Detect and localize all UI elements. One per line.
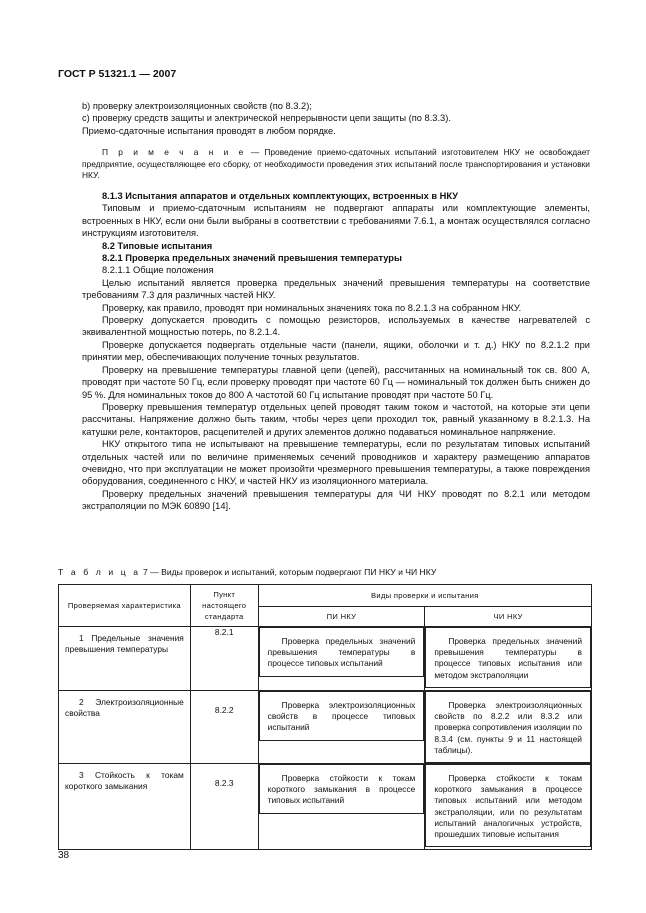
table-caption-text: 7 — Виды проверок и испытаний, которым подвергают ПИ НКУ и ЧИ НКУ <box>140 567 437 577</box>
cell-characteristic-text: 1 Предельные значения превышения температуры <box>65 633 184 655</box>
paragraph: НКУ открытого типа не испытывают на превышение температуры, если по результатам типовых испытаний отдельных частей или по величине применяемых сечений проводников и характеру размещению аппаратов очевидно, что при эксплуатации не может произойти чрезмерного превышения температуры, а также повреждения оборудования, соединенного с НКУ, и частей НКУ из изоляционного материала. <box>82 439 590 487</box>
cell-clause: 8.2.1 <box>190 627 258 691</box>
cell-pi-text: Проверка электроизоляционных свойств в процессе типовых испытаний <box>267 700 416 733</box>
list-item-c: c) проверку средств защиты и электрической непрерывности цепи защиты (по 8.3.3). <box>82 113 451 124</box>
acceptance-line: Приемо-сдаточные испытания проводят в любом порядке. <box>82 125 336 136</box>
cell-clause: 8.2.2 <box>190 691 258 764</box>
table-caption-label: Т а б л и ц а <box>58 567 141 577</box>
body-text <box>82 100 590 513</box>
cell-pi <box>258 764 425 850</box>
list-item-b: b) проверку электроизоляционных свойств (по 8.3.2); <box>82 101 312 111</box>
paragraph: Целью испытаний является проверка предельных значений превышения температуры на соответствие требованиям 7.3 для различных частей НКУ. <box>82 277 590 301</box>
section-8-1-3-text: Типовым и приемо-сдаточным испытаниям не подвергают аппараты или комплектующие элементы, встроенных в НКУ, если они были выбраны в соответствии с требованиями 7.6.1, а монтаж осуществлялся согласно инструкциям изготовителя. <box>82 203 590 239</box>
cell-characteristic <box>59 764 191 850</box>
cell-chi <box>425 691 592 764</box>
cell-characteristic <box>59 627 191 691</box>
section-8-2-1-title: 8.2.1 Проверка предельных значений превышения температуры <box>102 253 402 264</box>
paragraph: Проверку предельных значений превышения температуры для ЧИ НКУ проводят по 8.2.1 или методом экстраполяции по МЭК 60890 [14]. <box>82 488 590 512</box>
section-8-2-title: 8.2 Типовые испытания <box>102 240 213 251</box>
header-characteristic: Проверяемая характеристика <box>59 585 191 627</box>
table-caption <box>58 567 436 577</box>
cell-clause: 8.2.3 <box>190 764 258 850</box>
note-label: П р и м е ч а н и е <box>102 147 246 158</box>
paragraph: Проверке допускается подвергать отдельные части (панели, ящики, оболочки и т. д.) НКУ по 8.2.1.2 при принятии мер, обеспечивающих получение точных результатов. <box>82 339 590 363</box>
paragraph: Проверку, как правило, проводят при номинальных значениях тока по 8.2.1.3 на собранном НКУ. <box>102 302 522 313</box>
cell-characteristic-text: 2 Электроизоляционные свойства <box>65 697 184 719</box>
page-number: 38 <box>58 850 70 861</box>
table-row <box>59 764 592 850</box>
note-paragraph <box>82 147 590 182</box>
table-row <box>59 627 592 691</box>
section-8-1-3-title: 8.1.3 Испытания аппаратов и отдельных комплектующих, встроенных в НКУ <box>102 191 459 201</box>
cell-characteristic <box>59 691 191 764</box>
header-chi: ЧИ НКУ <box>425 607 592 627</box>
cell-pi-text: Проверка предельных значений превышения температуры в процессе типовых испытаний <box>267 636 416 669</box>
header-pi: ПИ НКУ <box>258 607 425 627</box>
paragraph: Проверку допускается проводить с помощью резисторов, используемых в качестве нагревателей с эквивалентной мощностью потерь, по 8.2.1.4. <box>82 315 590 338</box>
cell-pi <box>258 627 425 691</box>
paragraph: Проверку на превышение температуры главной цепи (цепей), рассчитанных на номинальный ток св. 800 А, проводят при частоте 50 Гц, если проверку проводят при частоте 60 Гц — номинальный ток должен быть снижен до 95 %. Для номинальных токов до 800 А частотой 60 Гц испытание проводят при частоте 50 Гц. <box>82 364 590 400</box>
cell-pi-text: Проверка стойкости к токам короткого замыкания в процессе типовых испытаний <box>267 773 416 806</box>
cell-characteristic-text: 3 Стойкость к токам короткого замыкания <box>65 770 184 792</box>
header-clause: Пункт настоящего стандарта <box>190 585 258 627</box>
cell-chi-text: Проверка предельных значений превышения температуры в процессе типовых испытания или методом экстраполяции <box>434 636 582 680</box>
header-kinds: Виды проверки и испытания <box>258 585 591 607</box>
checks-table <box>58 584 592 850</box>
paragraph: Проверку превышения температур отдельных цепей проводят таким током и частотой, на которые эти цепи рассчитаны. Напряжение должно быть таким, чтобы через цепи проходил ток, равный указанному в 8.2.1.3. На катушки реле, контакторов, расцепителей и других элементов должно подаваться номинальное напряжение. <box>82 401 590 437</box>
note-text: — Проведение приемо-сдаточных испытаний изготовителем НКУ не освобождает предприятие, осуществляющее его сборку, от необходимости проведения этих испытаний после транспортирования и установки НКУ. <box>82 147 590 181</box>
section-8-2-1-1-title: 8.2.1.1 Общие положения <box>102 265 214 276</box>
cell-chi-text: Проверка стойкости к токам короткого замыкания в процессе типовых испытаний или методом экстраполяции, или по результатам испытаний аналогичных устройств, прошедших типовые испытания <box>434 773 582 840</box>
cell-chi <box>425 627 592 691</box>
standard-header: ГОСТ Р 51321.1 — 2007 <box>58 68 177 80</box>
cell-chi-text: Проверка электроизоляционных свойств по 8.2.2 или 8.3.2 или проверка сопротивления изоляции по 8.3.4 (см. пункты 9 и 11 настоящей таблицы). <box>434 700 582 755</box>
table-row <box>59 691 592 764</box>
cell-chi <box>425 764 592 850</box>
cell-pi <box>258 691 425 764</box>
